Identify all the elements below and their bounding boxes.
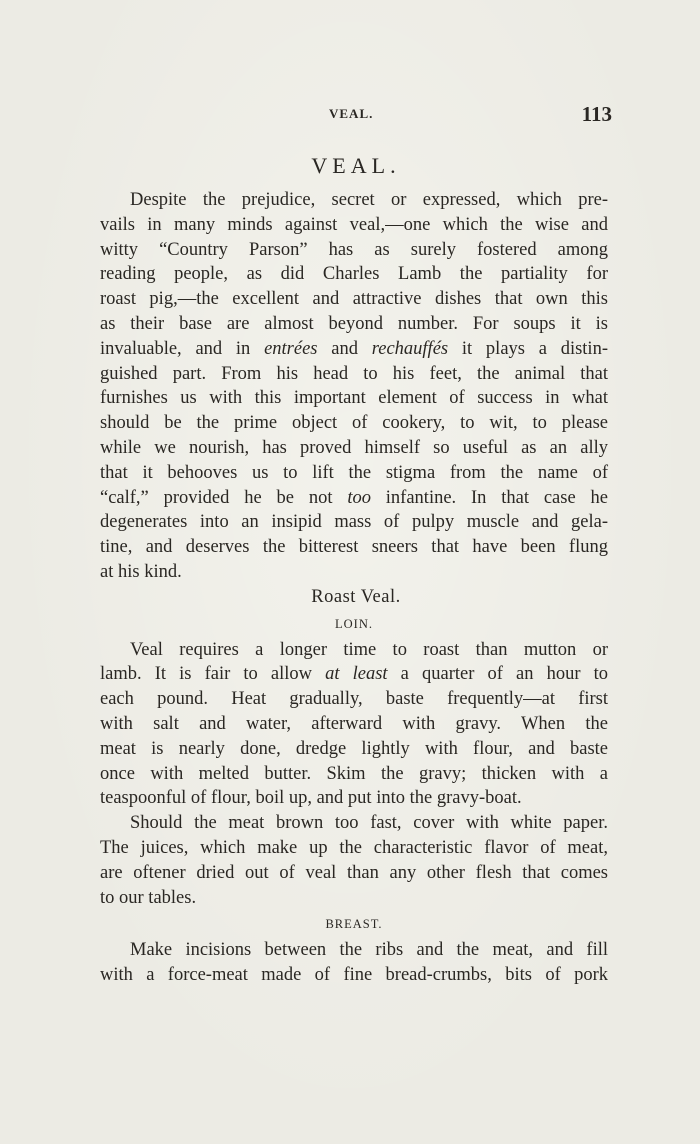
- text-line: to our tables.: [100, 887, 197, 908]
- text-line: witty “Country Parson” has as surely fostered among: [100, 239, 608, 260]
- section-heading: Roast Veal.: [311, 586, 401, 607]
- text-line: should be the prime object of cookery, to wit, to please: [100, 413, 608, 434]
- chapter-title: VEAL.: [311, 153, 401, 178]
- text-line: as their base are almost beyond number. For soups it is: [100, 313, 608, 334]
- text-fragment: invaluable, and in: [100, 338, 265, 359]
- text-line: that it behooves us to lift the stigma from the name of: [100, 462, 608, 483]
- running-head: [100, 104, 612, 128]
- text-line: with a force-meat made of fine bread-crumbs, bits of pork: [100, 965, 608, 986]
- intro-paragraph: [100, 188, 608, 585]
- text-line: each pound. Heat gradually, baste frequently—at first: [100, 689, 608, 710]
- text-fragment: lamb. It is fair to allow: [100, 664, 326, 685]
- text-line: The juices, which make up the characteristic flavor of meat,: [100, 837, 608, 858]
- text-fragment: a quarter of an hour to: [387, 664, 608, 685]
- text-line: are oftener dried out of veal than any other flesh that comes: [100, 862, 608, 883]
- loin-paragraph-2: [100, 811, 608, 910]
- text-line: Despite the prejudice, secret or expressed, which pre-: [130, 190, 608, 210]
- subheading-breast: BREAST.: [325, 917, 383, 932]
- text-fragment: “calf,” provided he be not: [100, 487, 348, 508]
- text-fragment: and: [317, 338, 372, 359]
- text-line: teaspoonful of flour, boil up, and put into the gravy-boat.: [100, 788, 522, 809]
- text-line: tine, and deserves the bitterest sneers that have been flung: [100, 537, 608, 558]
- text-line: degenerates into an insipid mass of pulpy muscle and gela-: [100, 512, 608, 533]
- subheading-loin: LOIN.: [335, 616, 373, 631]
- text-fragment: infantine. In that case he: [370, 487, 608, 508]
- text-line: at his kind.: [100, 561, 182, 582]
- italic-term: rechauffés: [371, 338, 449, 359]
- text-line: reading people, as did Charles Lamb the partiality for: [100, 264, 608, 285]
- text-line: while we nourish, has proved himself so useful as an ally: [100, 437, 608, 458]
- text-line: with salt and water, afterward with gravy. When the: [100, 713, 608, 734]
- italic-term: too: [347, 487, 371, 508]
- text-line: [100, 486, 608, 511]
- text-line: [100, 662, 608, 687]
- text-line: vails in many minds against veal,—one which the wise and: [100, 214, 608, 235]
- loin-paragraph-1: [100, 638, 608, 812]
- text-line: furnishes us with this important element of success in what: [100, 388, 608, 409]
- text-line: Should the meat brown too fast, cover with white paper.: [130, 813, 608, 834]
- running-title: VEAL.: [329, 106, 374, 121]
- body-text: [100, 188, 608, 988]
- text-line: [100, 337, 608, 362]
- italic-term: at least: [325, 664, 388, 685]
- text-line: guished part. From his head to his feet, the animal that: [100, 363, 608, 384]
- text-line: meat is nearly done, dredge lightly with flour, and baste: [100, 738, 608, 759]
- text-line: roast pig,—the excellent and attractive dishes that own this: [100, 289, 608, 310]
- text-fragment: it plays a distin-: [448, 338, 608, 359]
- text-line: Make incisions between the ribs and the meat, and fill: [130, 940, 608, 961]
- text-line: once with melted butter. Skim the gravy; thicken with a: [100, 763, 608, 784]
- text-line: Veal requires a longer time to roast than mutton or: [130, 639, 608, 660]
- italic-term: entrées: [264, 338, 318, 359]
- page-number: 113: [581, 102, 612, 126]
- breast-paragraph-1: [100, 938, 608, 988]
